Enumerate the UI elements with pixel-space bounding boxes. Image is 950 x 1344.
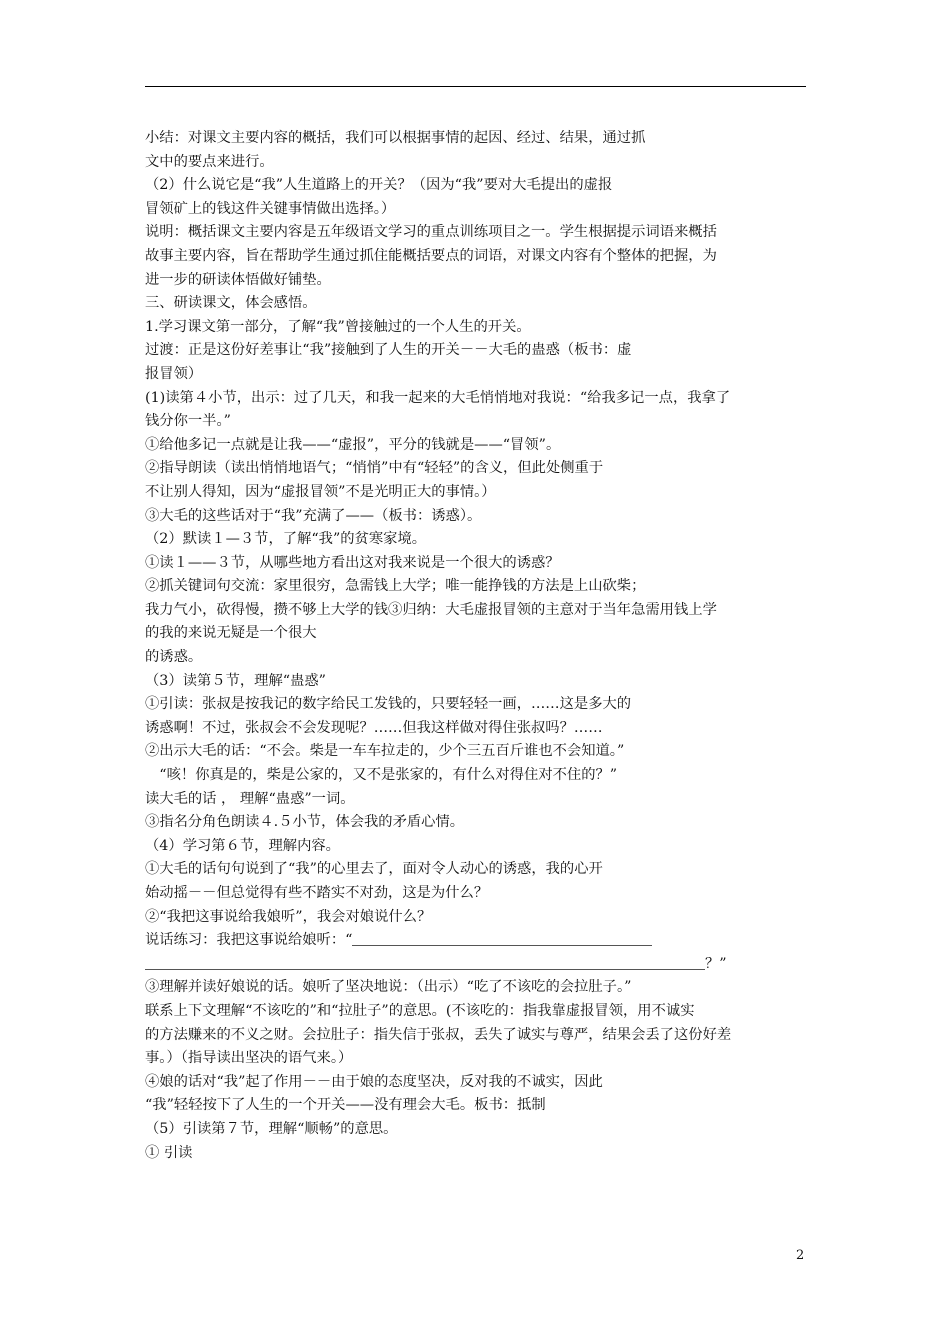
text-line: 报冒领） [145, 365, 203, 382]
text-line: （5）引读第７节，理解“顺畅”的意思。 [145, 1120, 398, 1137]
text-line: ③理解并读好娘说的话。娘听了坚决地说：（出示）“吃了不该吃的会拉肚子。” [145, 979, 632, 996]
text-line: ④娘的话对“我”起了作用－－由于娘的态度坚决，反对我的不诚实，因此 [145, 1073, 603, 1090]
text-line: 进一步的研读体悟做好铺垫。 [145, 271, 331, 288]
text-line: “我”轻轻按下了人生的一个开关——没有理会大毛。板书：抵制 [145, 1097, 546, 1114]
page-number: 2 [796, 1248, 805, 1263]
text-line: 钱分你一半。” [145, 413, 231, 430]
speaking-practice-line [145, 929, 813, 953]
text-line: ②出示大毛的话：“不会。柴是一车车拉走的，少个三五百斤谁也不会知道。” [145, 743, 625, 760]
text-line: 始动摇－－但总觉得有些不踏实不对劲，这是为什么？ [145, 885, 489, 901]
text-line: 诱惑啊！不过，张叔会不会发现呢？……但我这样做对得住张叔吗？…… [145, 719, 603, 736]
text-line: ③指名分角色朗读４.５小节，体会我的矛盾心情。 [145, 814, 465, 831]
text-line: ②指导朗读（读出悄悄地语气；“悄悄”中有“轻轻”的含义，但此处侧重于 [145, 460, 604, 477]
text-line: 1.学习课文第一部分，了解“我”曾接触过的一个人生的开关。 [145, 318, 531, 335]
text-line: 我力气小，砍得慢，攒不够上大学的钱③归纳：大毛虚报冒领的主意对于当年急需用钱上学 [145, 601, 717, 618]
text-line: 的诱惑。 [145, 649, 203, 666]
document-body [145, 127, 813, 1165]
text-line: （3）读第５节，理解“蛊惑” [145, 672, 326, 689]
text-line: (1)读第４小节，出示：过了几天，和我一起来的大毛悄悄地对我说：“给我多记一点，我拿了 [145, 389, 731, 406]
speaking-practice-end: ？” [705, 955, 727, 972]
text-line: ①给他多记一点就是让我——“虚报”，平分的钱就是——“冒领”。 [145, 436, 561, 453]
text-line: 小结：对课文主要内容的概括，我们可以根据事情的起因、经过、结果，通过抓 [145, 130, 646, 146]
text-line: ① 引读 [145, 1144, 193, 1161]
text-line: 的方法赚来的不义之财。会拉肚子：指失信于张叔，丢失了诚实与尊严，结果会丢了这份好差 [145, 1026, 732, 1043]
text-line: （2）默读１—３节，了解“我”的贫寒家境。 [145, 531, 427, 548]
text-line: 过渡：正是这份好差事让“我”接触到了人生的开关－－大毛的蛊惑（板书：虚 [145, 342, 632, 359]
text-line: “咳！你真是的，柴是公家的，又不是张家的，有什么对得住对不住的？” [145, 767, 618, 784]
text-line: 联系上下文理解“不该吃的”和“拉肚子”的意思。(不该吃的：指我靠虚报冒领，用不诚实 [145, 1002, 695, 1019]
text-line: ②“我把这事说给我娘听”，我会对娘说什么？ [145, 908, 432, 925]
text-line: ②抓关键词句交流：家里很穷，急需钱上大学；唯一能挣钱的方法是上山砍柴； [145, 578, 646, 595]
answer-blank [352, 931, 652, 946]
text-line: 冒领矿上的钱这件关键事情做出选择。） [145, 200, 396, 217]
text-line: 说明：概括课文主要内容是五年级语文学习的重点训练项目之一。学生根据提示词语来概括 [145, 224, 717, 241]
text-line: 事。）（指导读出坚决的语气来。） [145, 1050, 353, 1067]
text-line: 故事主要内容，旨在帮助学生通过抓住能概括要点的词语，对课文内容有个整体的把握，为 [145, 247, 717, 264]
text-line: （2）什么说它是“我”人生道路上的开关？（因为“我”要对大毛提出的虚报 [145, 177, 613, 194]
speaking-practice-line-2 [145, 953, 813, 977]
text-line: ①引读：张叔是按我记的数字给民工发钱的，只要轻轻一画，……这是多大的 [145, 696, 632, 713]
text-line: ①大毛的话句句说到了“我”的心里去了，面对令人动心的诱惑，我的心开 [145, 861, 603, 878]
speaking-practice-prompt: 说话练习：我把这事说给娘听：“ [145, 932, 353, 949]
text-line: 读大毛的话 ， 理解“蛊惑”一词。 [145, 790, 355, 807]
text-line: 文中的要点来进行。 [145, 153, 274, 170]
section-heading: 三、研读课文，体会感悟。 [145, 295, 317, 312]
answer-blank [145, 955, 705, 970]
header-rule [145, 86, 806, 87]
text-line: ①读１——３节，从哪些地方看出这对我来说是一个很大的诱惑？ [145, 554, 560, 571]
text-line: ③大毛的这些话对于“我”充满了——（板书：诱惑）。 [145, 507, 482, 524]
text-line: 不让别人得知，因为“虚报冒领”不是光明正大的事情。） [145, 483, 496, 500]
text-line: 的我的来说无疑是一个很大 [145, 625, 317, 642]
text-line: （4）学习第６节，理解内容。 [145, 837, 340, 854]
